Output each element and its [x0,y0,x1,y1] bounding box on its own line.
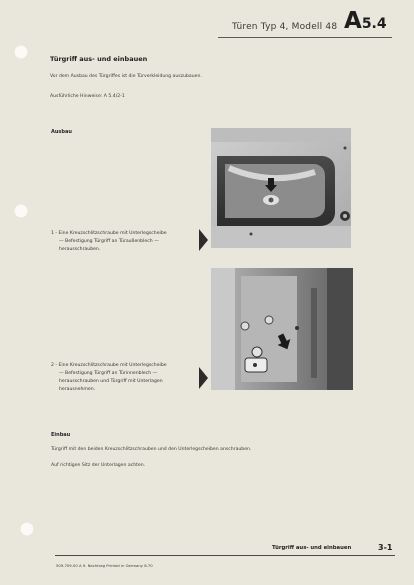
punch-hole-middle [14,204,28,218]
step-1-line-1: 1 - Eine Kreuzschlitzschraube mit Unterlegscheibe [51,231,167,236]
pointer-arrow-icon [199,367,208,389]
section-number: 5.4 [361,16,387,32]
header-rule [218,37,392,38]
footer-title: Türgriff aus- und einbauen [272,545,352,551]
footer-page-number: 3-1 [378,543,393,552]
einbau-text-2: Auf richtigen Sitz der Unterlagen achten. [51,463,146,468]
section-letter: A [344,8,362,34]
einbau-text-1: Türgriff mit den beiden Kreuzschlitzschrauben und den Unterlegscheiben anschrauben. [51,447,252,452]
page-heading: Türgriff aus- und einbauen [50,55,148,63]
reference-text: Ausführliche Hinweise: A 5.4/2-1 [50,94,125,99]
step-2-line-1: 2 - Eine Kreuzschlitzschraube mit Unterlegscheibe [51,363,167,368]
punch-hole-top [14,45,28,59]
step-2-text [51,362,167,394]
section-code [344,10,387,33]
photo-door-outer-panel-illustration [211,128,351,248]
einbau-heading: Einbau [51,432,71,438]
ausbau-heading: Ausbau [51,129,72,135]
pointer-arrow-icon [199,229,208,251]
step-2-line-3: herausschrauben und Türgriff mit Unterlagen [59,379,163,384]
footer-rule [55,555,395,556]
step-2-line-4: herausnehmen. [59,387,96,392]
header-title: Türen Typ 4, Modell 48 [232,22,338,32]
footer-print-note: 509.709.00 A 9. Nachtrag Printed in Germany 8.70 [56,563,153,568]
step-1-line-2: — Befestigung Türgriff an Türaußenblech — [59,239,159,244]
photo-door-outer-panel [211,128,351,248]
photo-door-inner-panel [211,268,353,390]
step-2-line-2: — Befestigung Türgriff an Türinnenblech — [59,371,158,376]
intro-text: Vor dem Ausbau des Türgriffes ist die Türverkleidung auszubauen. [50,74,202,79]
step-1-line-3: herausschrauben. [59,247,101,252]
photo-door-inner-panel-illustration [211,268,353,390]
punch-hole-bottom [20,522,34,536]
step-1-text [51,230,167,254]
